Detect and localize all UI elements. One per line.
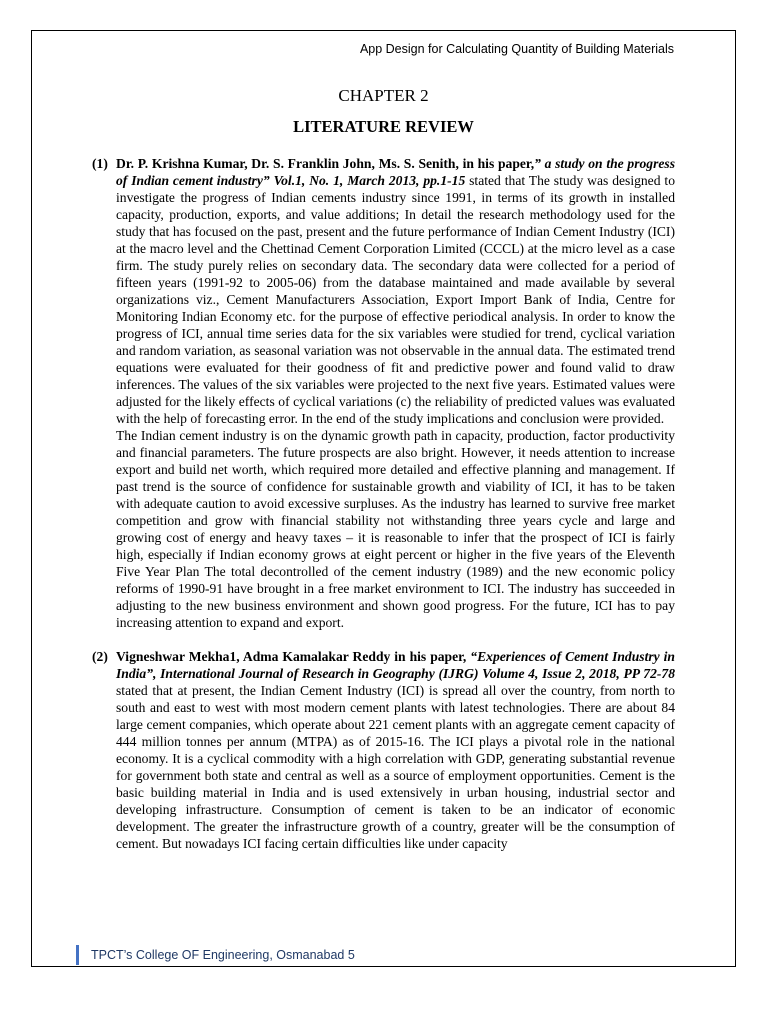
reference-item — [92, 648, 675, 852]
reference-body-text: stated that The study was designed to investigate the progress of Indian cements industry since 1991, in terms of its growth in installed capacity, production, exports, and value additions; In detail the research methodology used for the study that has focused on the past, present and the future performance of Indian Cement Industry (ICI) at the macro level and the Chettinad Cement Corporation Limited (CCCL) at the micro level as a case firm. The study purely relies on secondary data. The secondary data were collected for a period of fifteen years (1991-92 to 2005-06) from the database maintained and made available by several organizations viz., Cement Manufacturers Association, Export Import Bank of India, Centre for Monitoring Indian Economy etc. for the purpose of effective periodical analysis. In order to know the progress of ICI, annual time series data for the six variables were studied for trend, cyclical variation and random variation, as seasonal variation was not observable in the annual data. The estimated trend equations were evaluated for their goodness of fit and predictive power and found valid to draw inferences. The values of the six variables were projected to the next five years. Estimated values were adjusted for the likely effects of cyclical variations (c) the reliability of predicted values was evaluated with the help of forecasting error. In the end of the study implications and conclusion were provided. — [116, 173, 675, 426]
reference-body-text: stated that at present, the Indian Cement Industry (ICI) is spread all over the country, from north to south and east to west with most modern cement plants with latest technologies. There are about 84 large cement companies, which operate about 221 cement plants with an aggregate cement capacity of 444 million tonnes per annum (MTPA) as of 2015-16. The ICI plays a pivotal role in the national economy. It is a cyclical commodity with a high correlation with GDP, generating substantial revenue for government both state and central as well as a source of employment opportunities. Cement is the basic building material in India and is used extensively in urban housing, industrial sector and developing infrastructure. Consumption of cement is taken to be an indicator of economic development. The greater the infrastructure growth of a country, greater will be the consumption of cement. But nowadays ICI facing certain difficulties like under capacity — [116, 683, 675, 851]
page-footer: TPCT’s College OF Engineering, Osmanabad 5 — [76, 945, 355, 965]
reference-citation: “Experiences of Cement Industry in India”, International Journal of Research in Geography (IJRG) Volume 4, Issue 2, 2018, PP 72-78 — [116, 649, 675, 681]
reference-paragraph — [116, 155, 675, 427]
reference-number: (1) — [92, 156, 108, 171]
reference-paragraph-2: The Indian cement industry is on the dynamic growth path in capacity, production, factor productivity and financial parameters. The future prospects are also bright. However, it needs attention to increase export and build net worth, which required more detailed and effective planning and management. If past trend is the source of confidence for sustainable growth and viability of ICI, it has to be taken with adequate caution to avoid excessive surpluses. As the industry has learned to survive free market competition and grow with financial stability not withstanding three years cycle and large and growing cost of energy and heavy taxes – it is reasonable to infer that the prospect of ICI is fairly high, especially if Indian economy grows at eight percent or higher in the five years of the Eleventh Five Year Plan The total decontrolled of the cement industry (1989) and the new economic policy reforms of 1990-91 have brought in a free market environment to ICI. The industry has succeeded in adjusting to the new business environment and shown good progress. For the future, ICI has to pay increasing attention to expand and export. — [116, 428, 675, 630]
reference-number: (2) — [92, 649, 108, 664]
reference-authors: Vigneshwar Mekha1, Adma Kamalakar Reddy in his paper, — [116, 649, 467, 664]
running-header: App Design for Calculating Quantity of Building Materials — [359, 42, 674, 56]
reference-item — [92, 155, 675, 631]
reference-list — [92, 155, 675, 852]
chapter-number: CHAPTER 2 — [338, 86, 429, 105]
chapter-title: LITERATURE REVIEW — [293, 117, 474, 136]
reference-authors: Dr. P. Krishna Kumar, Dr. S. Franklin John, Ms. S. Senith, in his paper, — [116, 156, 535, 171]
reference-paragraph — [116, 648, 675, 852]
reference-citation: ” a study on the progress of Indian cement industry” Vol.1, No. 1, March 2013, pp.1-15 — [116, 156, 675, 188]
